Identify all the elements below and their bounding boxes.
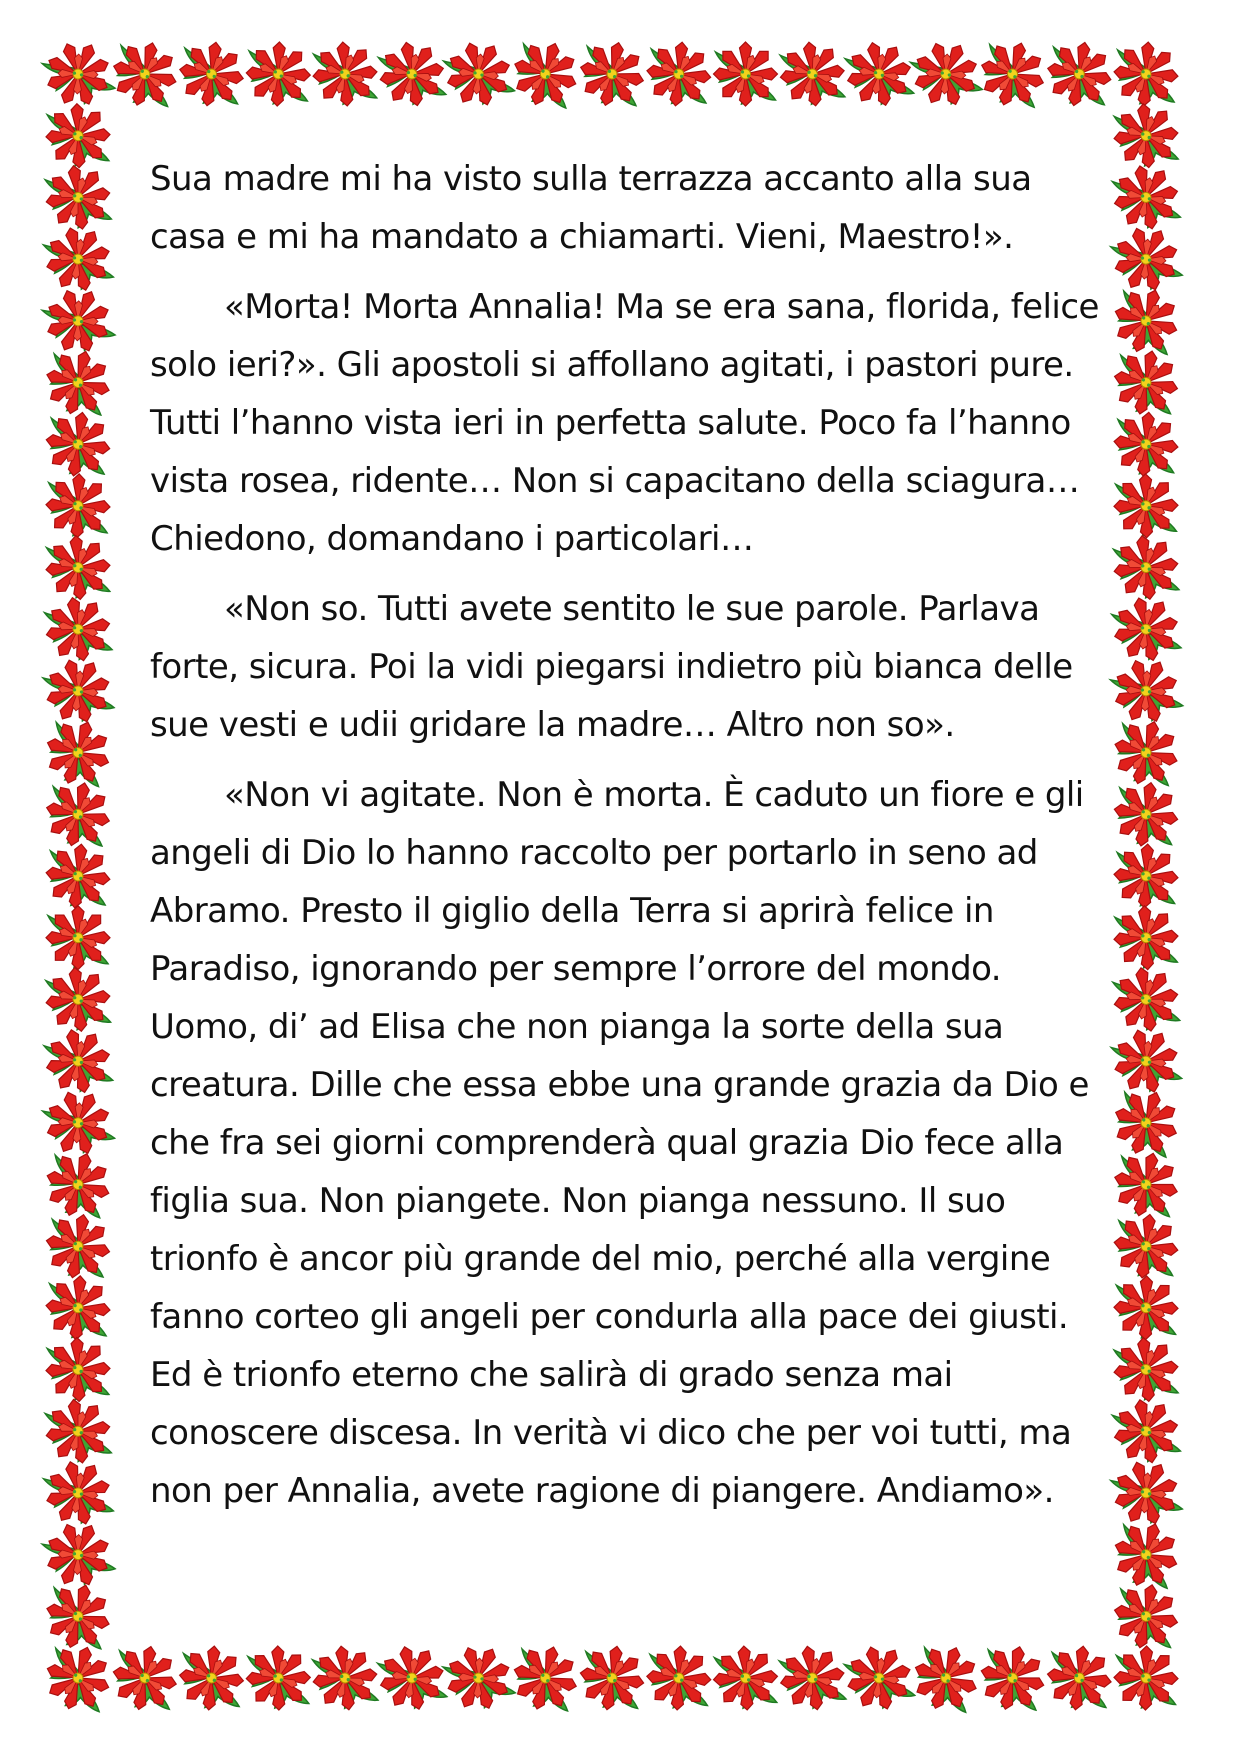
poinsettia-icon (38, 1082, 119, 1163)
poinsettia-icon (39, 344, 117, 422)
poinsettia-icon (1107, 713, 1185, 791)
poinsettia-icon (1111, 410, 1180, 479)
poinsettia-icon (1109, 963, 1182, 1036)
poinsettia-icon (373, 1640, 450, 1717)
poinsettia-icon (39, 1578, 117, 1656)
poinsettia-icon (1112, 40, 1180, 108)
poinsettia-icon (1113, 1275, 1178, 1340)
poinsettia-icon (42, 161, 114, 233)
document-body (150, 150, 1100, 1532)
poinsettia-icon (375, 37, 449, 111)
poinsettia-icon (973, 34, 1052, 113)
paragraph-1: Sua madre mi ha visto sulla terrazza accanto alla sua casa e mi ha mandato a chiamarti. Vieni, Maestro!». (150, 159, 1032, 257)
poinsettia-icon (1106, 1515, 1186, 1595)
poinsettia-icon (43, 964, 113, 1034)
poinsettia-icon (38, 651, 117, 730)
poinsettia-icon (505, 34, 586, 115)
poinsettia-icon (38, 1145, 117, 1224)
poinsettia-icon (714, 42, 778, 106)
poinsettia-icon (46, 906, 110, 970)
poinsettia-icon (1112, 842, 1179, 909)
poinsettia-icon (712, 1644, 779, 1711)
poinsettia-icon (905, 34, 986, 115)
poinsettia-icon (644, 39, 714, 109)
poinsettia-icon (1109, 778, 1182, 851)
poinsettia-icon (1105, 650, 1186, 731)
poinsettia-icon (311, 40, 379, 108)
poinsettia-icon (841, 36, 917, 112)
poinsettia-icon (1108, 160, 1183, 235)
poinsettia-icon (840, 1639, 918, 1717)
paragraph-4: «Non vi agitate. Non è morta. È caduto un fiore e gli angeli di Dio lo hanno raccolto per portarlo in seno ad Abramo. Presto il giglio della Terra si aprirà felice in Paradiso, ignorando per sempre l’orrore del mondo. Uomo, di’ ad Elisa che non pianga la sorte della sua creatura. Dille che essa ebbe una grande grazia da Dio e che fra sei giorni comprenderà qual grazia Dio fece alla figlia sua. Non piangete. Non pianga nessuno. Il suo trionfo è ancor più grande del mio, perché alla vergine fanno corteo gli angeli per condurla alla pace dei giusti. Ed è trionfo eterno che salirà di grado senza mai conoscere discesa. In verità vi dico che per voi tutti, ma non per Annalia, avete ragione di piangere. Andiamo». (150, 775, 1089, 1511)
poinsettia-icon (38, 1638, 118, 1718)
poinsettia-icon (246, 1645, 311, 1710)
paragraph-3: «Non so. Tutti avete sentito le sue parole. Parlava forte, sicura. Poi la vidi piegarsi indietro più bianca delle sue vesti e udii gridare la madre… Altro non so». (150, 589, 1073, 745)
poinsettia-icon (42, 1395, 114, 1467)
poinsettia-icon (45, 103, 111, 169)
poinsettia-icon (974, 1640, 1051, 1717)
poinsettia-icon (42, 408, 114, 480)
poinsettia-icon (40, 776, 116, 852)
poinsettia-icon (177, 1643, 246, 1712)
poinsettia-icon (1110, 1211, 1181, 1282)
poinsettia-icon (37, 33, 119, 115)
poinsettia-icon (39, 220, 117, 298)
poinsettia-icon (245, 41, 311, 107)
poinsettia-icon (506, 1639, 584, 1717)
poinsettia-icon (1105, 1082, 1186, 1163)
poinsettia-icon (1108, 1394, 1183, 1469)
poinsettia-icon (37, 280, 119, 362)
poinsettia-icon (44, 533, 112, 601)
poinsettia-icon (41, 1209, 115, 1283)
poinsettia-icon (175, 38, 247, 110)
poinsettia-icon (309, 1642, 380, 1713)
paragraph-2: «Morta! Morta Annalia! Ma se era sana, florida, felice solo ieri?». Gli apostoli si affollano agitati, i pastori pure. Tutti l’hanno vista ieri in perfetta salute. Poco fa l’hanno vista rosea, ridente… Non si capacitano della sciagura… Chiedono, domandano i particolari… (150, 287, 1099, 559)
poinsettia-icon (1106, 281, 1186, 361)
poinsettia-icon (39, 1454, 117, 1532)
poinsettia-icon (1108, 591, 1185, 668)
poinsettia-icon (575, 1641, 648, 1714)
poinsettia-icon (905, 1637, 986, 1718)
poinsettia-icon (1106, 219, 1186, 299)
poinsettia-icon (776, 1641, 849, 1714)
poinsettia-icon (1042, 37, 1116, 111)
poinsettia-icon (1107, 1022, 1185, 1100)
poinsettia-icon (45, 473, 111, 539)
poinsettia-icon (1108, 345, 1183, 420)
poinsettia-icon (1111, 101, 1180, 170)
poinsettia-icon (43, 841, 113, 911)
poinsettia-icon (45, 1336, 111, 1402)
poinsettia-icon (439, 34, 518, 113)
poinsettia-icon (1108, 1579, 1183, 1654)
poinsettia-icon (38, 712, 119, 793)
poinsettia-icon (777, 39, 847, 109)
poinsettia-icon (1110, 532, 1181, 603)
poinsettia-icon (1044, 1642, 1115, 1713)
poinsettia-icon (41, 592, 115, 666)
poinsettia-icon (1106, 1453, 1186, 1533)
poinsettia-icon (1108, 1146, 1185, 1223)
poinsettia-icon (44, 1274, 112, 1342)
poinsettia-icon (1113, 473, 1178, 538)
poinsettia-icon (1112, 904, 1179, 971)
poinsettia-icon (106, 35, 184, 113)
poinsettia-icon (1111, 1335, 1180, 1404)
poinsettia-icon (574, 36, 650, 112)
poinsettia-icon (107, 1640, 182, 1715)
poinsettia-icon (645, 1644, 712, 1711)
poinsettia-icon (40, 1023, 116, 1099)
poinsettia-icon (438, 1637, 519, 1718)
poinsettia-icon (37, 1514, 119, 1596)
poinsettia-icon (1113, 1645, 1178, 1710)
